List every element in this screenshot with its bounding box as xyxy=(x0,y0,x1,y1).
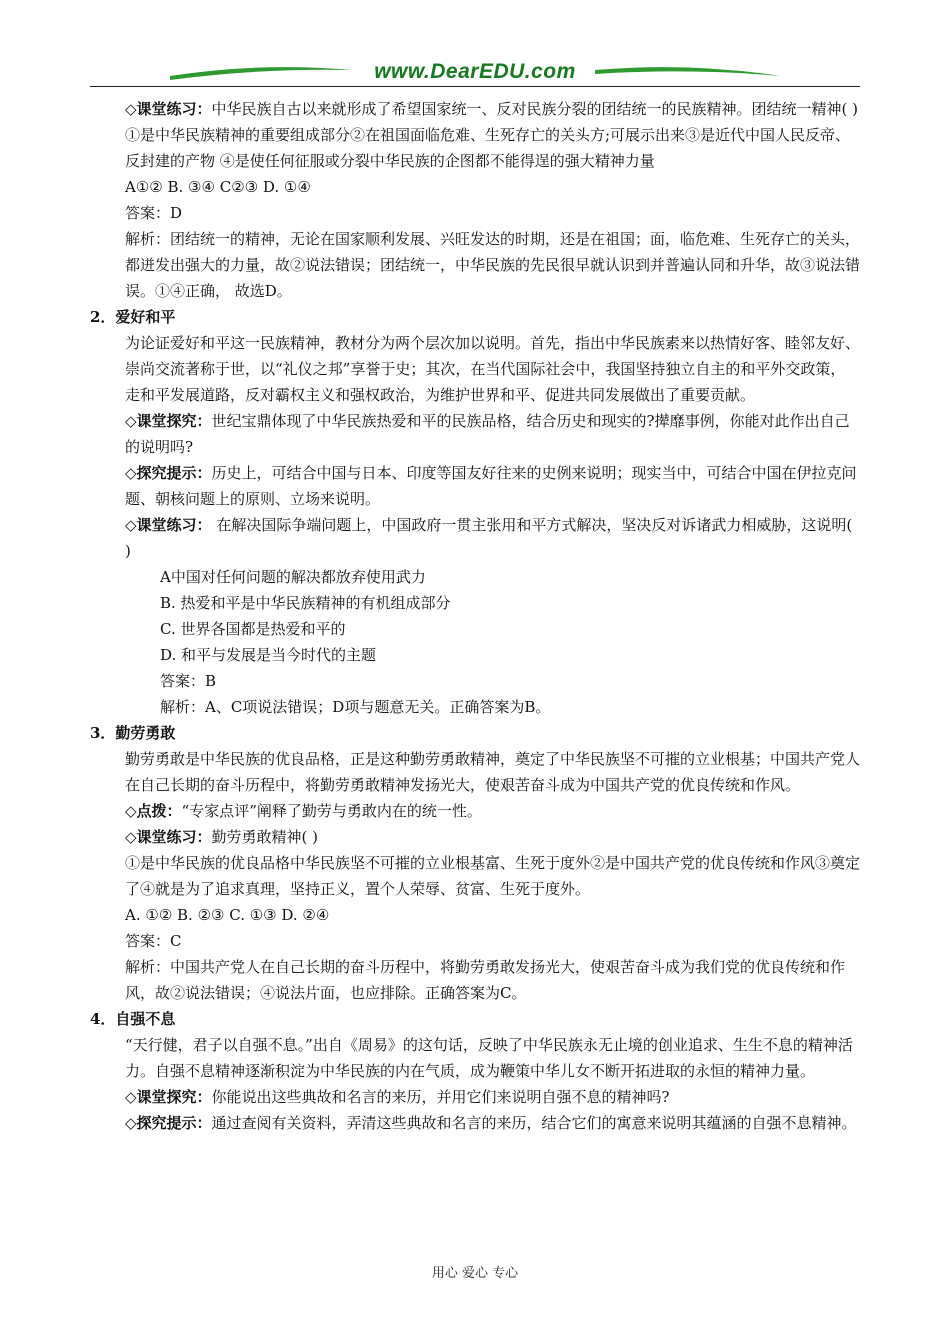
inquiry-2: ◇课堂探究：你能说出这些典故和名言的来历，并用它们来说明自强不息的精神吗? xyxy=(125,1088,670,1106)
practice-2-analysis: 解析：A、C项说法错误；D项与题意无关。正确答案为B。 xyxy=(160,698,551,716)
practice-2-option-c: C. 世界各国都是热爱和平的 xyxy=(160,620,346,638)
inquiry-2-hint: ◇探究提示：通过查阅有关资料，弄清这些典故和名言的来历，结合它们的寓意来说明其蕴涵的自强不息精神。 xyxy=(125,1114,857,1132)
practice-3-answer: 答案：C xyxy=(125,932,182,950)
practice-2-option-b: B. 热爱和平是中华民族精神的有机组成部分 xyxy=(160,594,451,612)
practice-2-option-d: D. 和平与发展是当今时代的主题 xyxy=(160,646,377,664)
section-heading-love-peace: 2．爱好和平 xyxy=(90,308,176,326)
practice-2-answer: 答案：B xyxy=(160,672,217,690)
love-peace-paragraph: 为论证爱好和平这一民族精神，教材分为两个层次加以说明。首先，指出中华民族素来以热情好客、睦邻友好、崇尚交流著称于世，以“礼仪之邦”享誉于史；其次，在当代国际社会中，我国坚持独立自主的和平外交政策，走和平发展道路，反对霸权主义和强权政治，为维护世界和平、促进共同发展做出了重要贡献。 xyxy=(125,334,861,404)
self-strengthening-paragraph: “天行健，君子以自强不息。”出自《周易》的这句话，反映了中华民族永无止境的创业追求、生生不息的精神活力。自强不息精神逐渐积淀为中华民族的内在气质，成为鞭策中华儿女不断开拓进取的永恒的精神力量。 xyxy=(125,1036,853,1080)
section-heading-hardworking: 3．勤劳勇敢 xyxy=(90,724,176,742)
practice-1-analysis: 解析：团结统一的精神，无论在国家顺利发展、兴旺发达的时期，还是在祖国；面，临危难、生死存亡的关头，都迸发出强大的力量，故②说法错误；团结统一，中华民族的先民很早就认识到并普遍认同和升华，故③说法错误。①④正确， 故选D。 xyxy=(125,230,861,300)
header-divider xyxy=(90,86,860,87)
practice-2-option-a: A中国对任何问题的解决都放弃使用武力 xyxy=(160,568,426,586)
hardworking-paragraph: 勤劳勇敢是中华民族的优良品格，正是这种勤劳勇敢精神，奠定了中华民族坚不可摧的立业根基；中国共产党人在自己长期的奋斗历程中，将勤劳勇敢精神发扬光大，使艰苦奋斗成为中国共产党的优良传统和作风。 xyxy=(125,750,861,794)
practice-1-question: ◇课堂练习：中华民族自古以来就形成了希望国家统一、反对民族分裂的团结统一的民族精神。团结统一精神( ) xyxy=(125,100,859,118)
inquiry-1: ◇课堂探究：世纪宝鼎体现了中华民族热爱和平的民族品格，结合历史和现实的?撵靡事例，你能对此作出自己的说明吗? xyxy=(125,412,850,456)
document-body xyxy=(90,96,860,1136)
practice-1-options: A①② B. ③④ C②③ D. ①④ xyxy=(125,178,311,196)
practice-3-question: ◇课堂练习：勤劳勇敢精神( ) xyxy=(125,828,319,846)
site-logo-text: www.DearEDU.com xyxy=(374,60,576,83)
practice-2-question: ◇课堂练习： 在解决国际争端问题上，中国政府一贯主张用和平方式解决，坚决反对诉诸武力相威胁，这说明( ) xyxy=(125,516,853,560)
tip-1: ◇点拨：“专家点评”阐释了勤劳与勇敢内在的统一性。 xyxy=(125,802,482,820)
page-footer: 用心 爱心 专心 xyxy=(431,1266,519,1281)
inquiry-1-hint: ◇探究提示：历史上，可结合中国与日本、印度等国友好往来的史例来说明；现实当中，可结合中国在伊拉克问题、朝核问题上的原则、立场来说明。 xyxy=(125,464,857,508)
practice-3-options: A. ①② B. ②③ C. ①③ D. ②④ xyxy=(125,906,330,924)
practice-3-statements: ①是中华民族的优良品格中华民族坚不可摧的立业根基富、生死于度外②是中国共产党的优良传统和作风③奠定了④就是为了追求真理，坚持正义，置个人荣辱、贫富、生死于度外。 xyxy=(125,854,861,898)
section-heading-self-strengthening: 4．自强不息 xyxy=(90,1010,176,1028)
practice-3-analysis: 解析：中国共产党人在自己长期的奋斗历程中，将勤劳勇敢发扬光大，使艰苦奋斗成为我们党的优良传统和作风，故②说法错误；④说法片面，也应排除。正确答案为C。 xyxy=(125,958,846,1002)
practice-1-answer: 答案：D xyxy=(125,204,183,222)
practice-1-statements: ①是中华民族精神的重要组成部分②在祖国面临危难、生死存亡的关头方;可展示出来③是近代中国人民反帝、反封建的产物 ④是使任何征服或分裂中华民族的企图都不能得逞的强大精神力量 xyxy=(125,126,851,170)
